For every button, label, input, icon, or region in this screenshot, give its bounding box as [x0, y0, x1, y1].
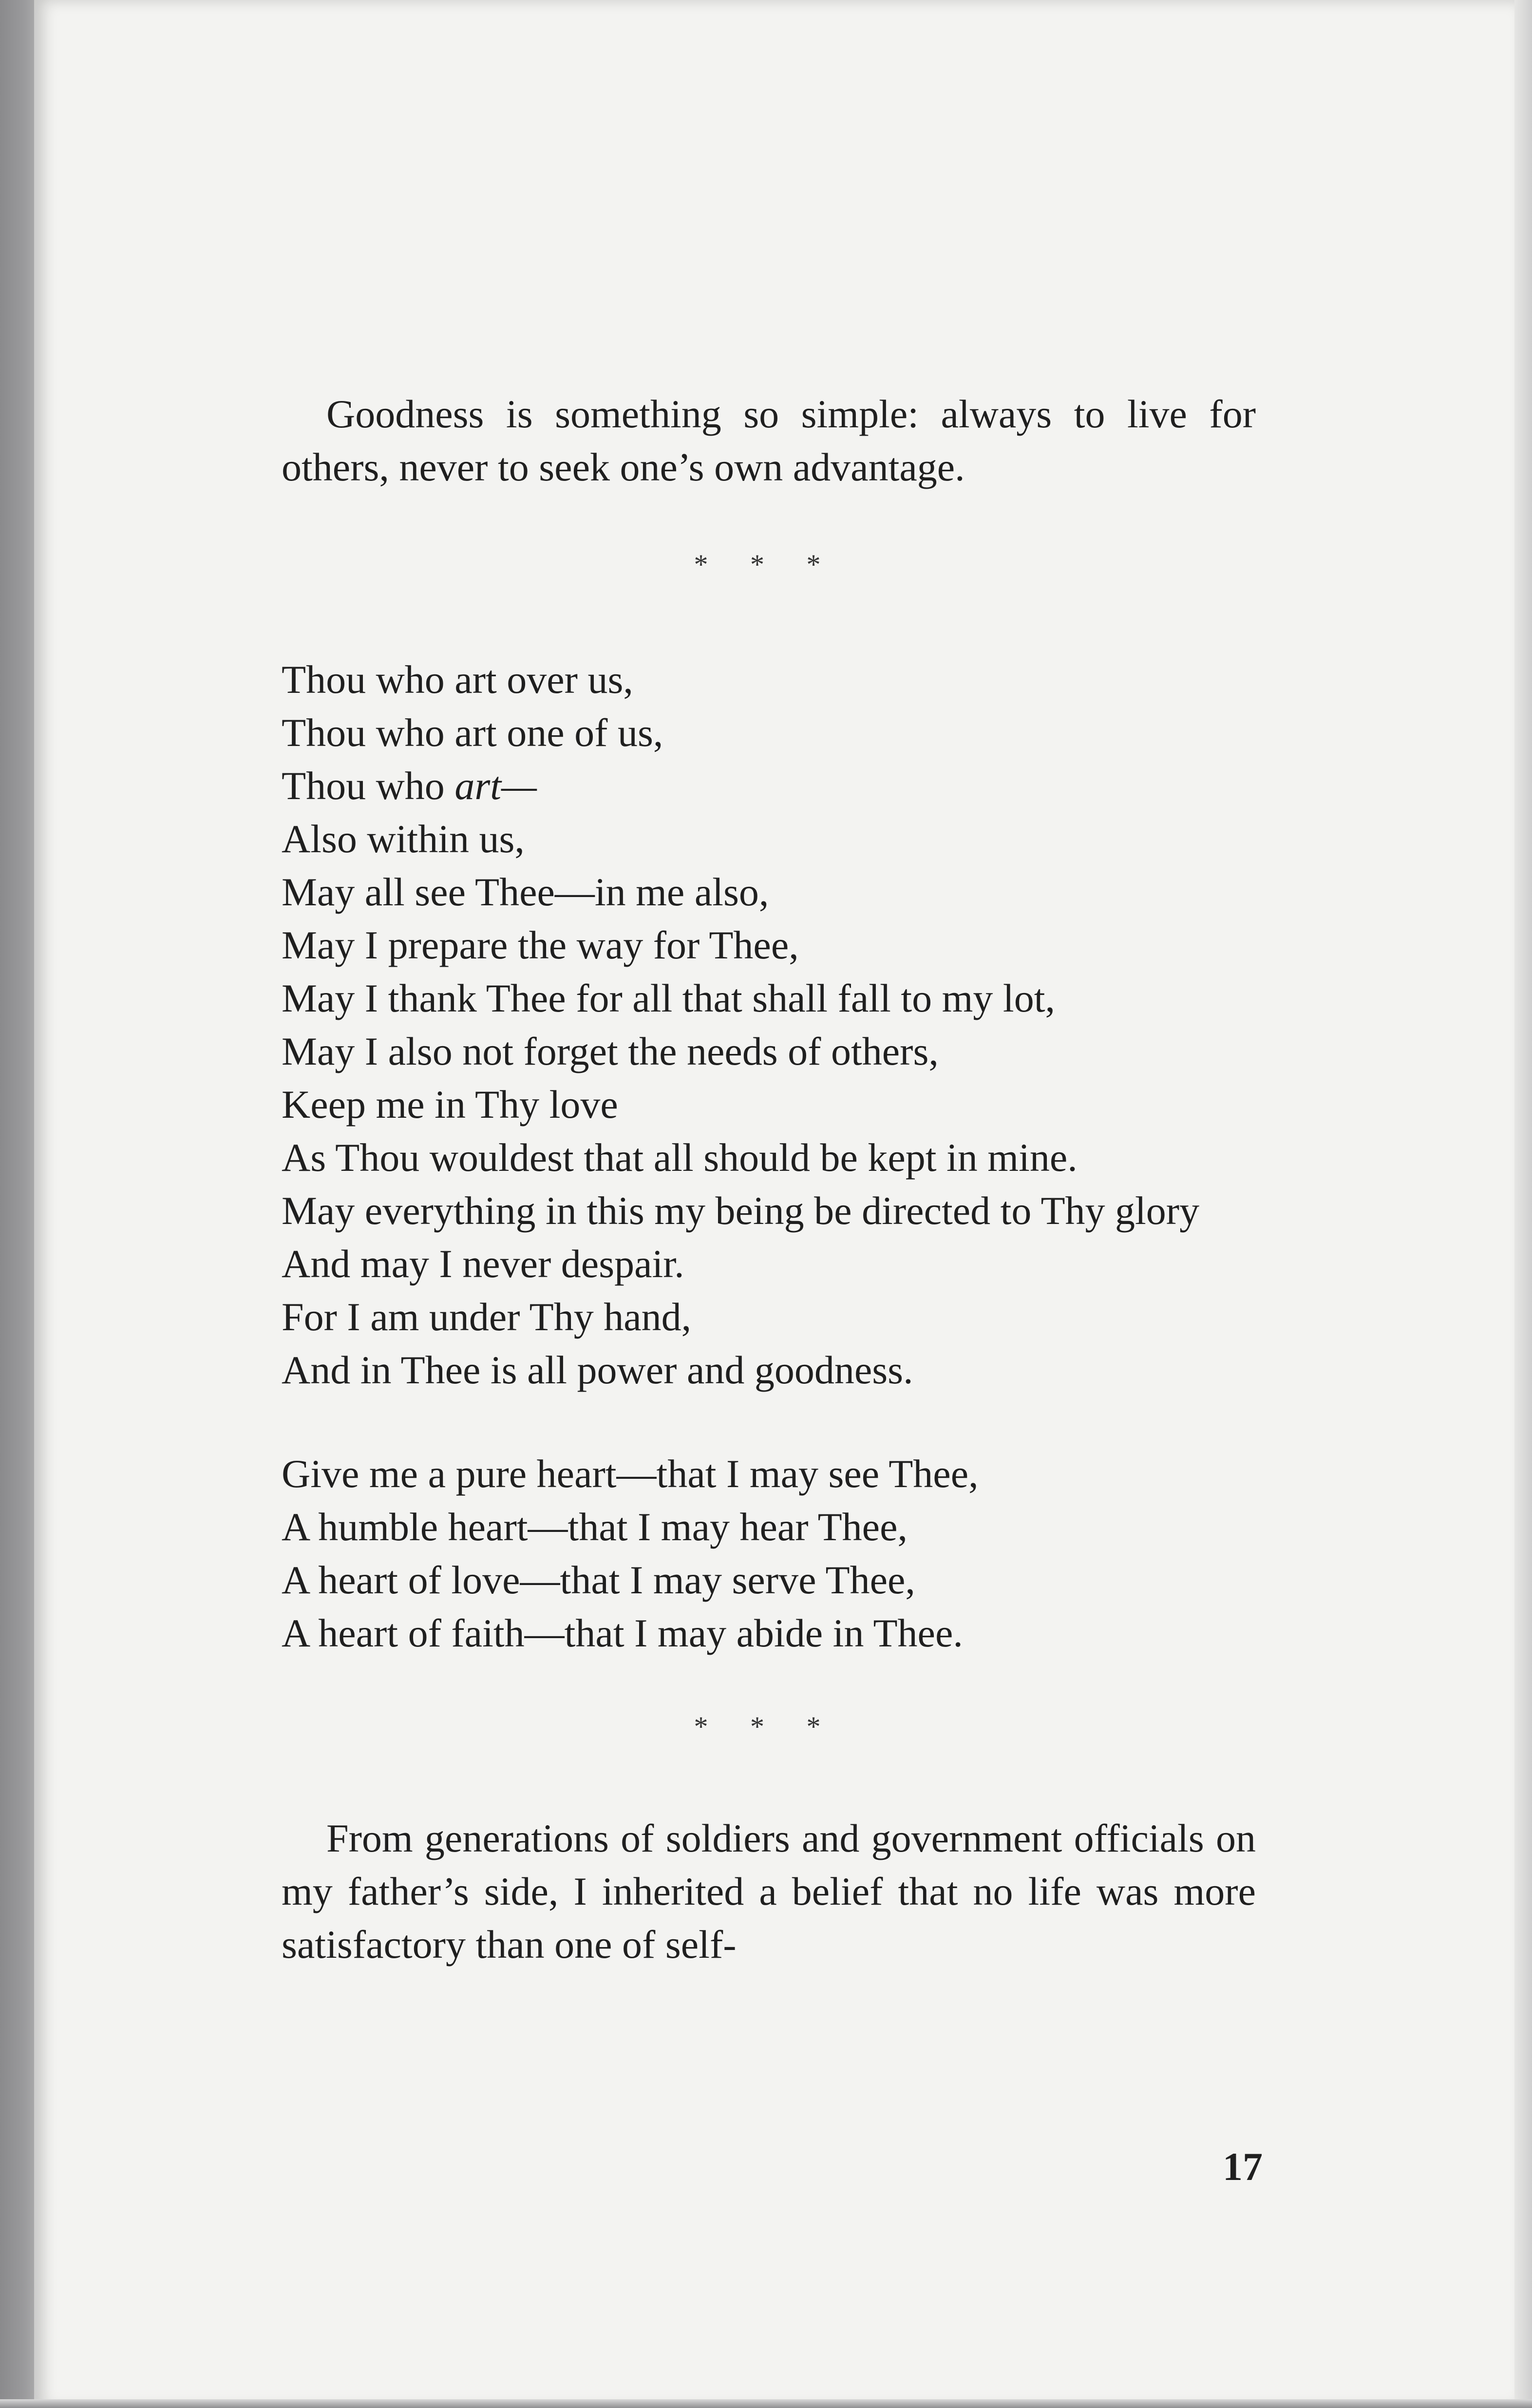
prayer-line: And in Thee is all power and goodness. [282, 1348, 913, 1392]
heart-prayer-block [282, 1447, 979, 1660]
heart-prayer-line: A humble heart—that I may hear Thee, [282, 1505, 908, 1549]
section-separator-1: * * * [694, 549, 838, 580]
heart-prayer-line: A heart of faith—that I may abide in Thee. [282, 1611, 963, 1655]
prayer-line: Thou who art one of us, [282, 710, 663, 755]
scan-edge-bottom [0, 2399, 1532, 2408]
prayer-line [282, 759, 1199, 812]
page-number: 17 [1223, 2144, 1263, 2189]
paragraph-generations [282, 1812, 1256, 1971]
paragraph-goodness [282, 387, 1256, 494]
prayer-line: Keep me in Thy love [282, 1082, 618, 1127]
prayer-line: Also within us, [282, 817, 525, 861]
heart-prayer-line: A heart of love—that I may serve Thee, [282, 1558, 915, 1602]
prayer-line: May I also not forget the needs of others, [282, 1029, 939, 1073]
section-separator-2: * * * [694, 1711, 838, 1742]
heart-prayer-line: Give me a pure heart—that I may see Thee, [282, 1452, 979, 1496]
prayer-line: May all see Thee—in me also, [282, 870, 769, 914]
prayer-line: And may I never despair. [282, 1242, 684, 1286]
prayer-block [282, 653, 1199, 1396]
prayer-line-text: Thou who [282, 764, 455, 808]
prayer-line: May I thank Thee for all that shall fall to my lot, [282, 976, 1055, 1020]
prayer-italic-word: art— [454, 764, 537, 808]
scan-edge-right [1514, 0, 1532, 2408]
paragraph-goodness-text: Goodness is something so simple: always to live for others, never to seek one’s own advantage. [282, 392, 1256, 489]
prayer-line: May everything in this my being be directed to Thy glory [282, 1188, 1200, 1233]
prayer-line: As Thou wouldest that all should be kept in mine. [282, 1135, 1078, 1180]
prayer-line: May I prepare the way for Thee, [282, 923, 799, 967]
prayer-line: For I am under Thy hand, [282, 1295, 692, 1339]
prayer-line: Thou who art over us, [282, 657, 633, 702]
paragraph-generations-text: From generations of soldiers and government officials on my father’s side, I inherited a belief that no life was more satisfactory than one of self- [282, 1816, 1256, 1967]
